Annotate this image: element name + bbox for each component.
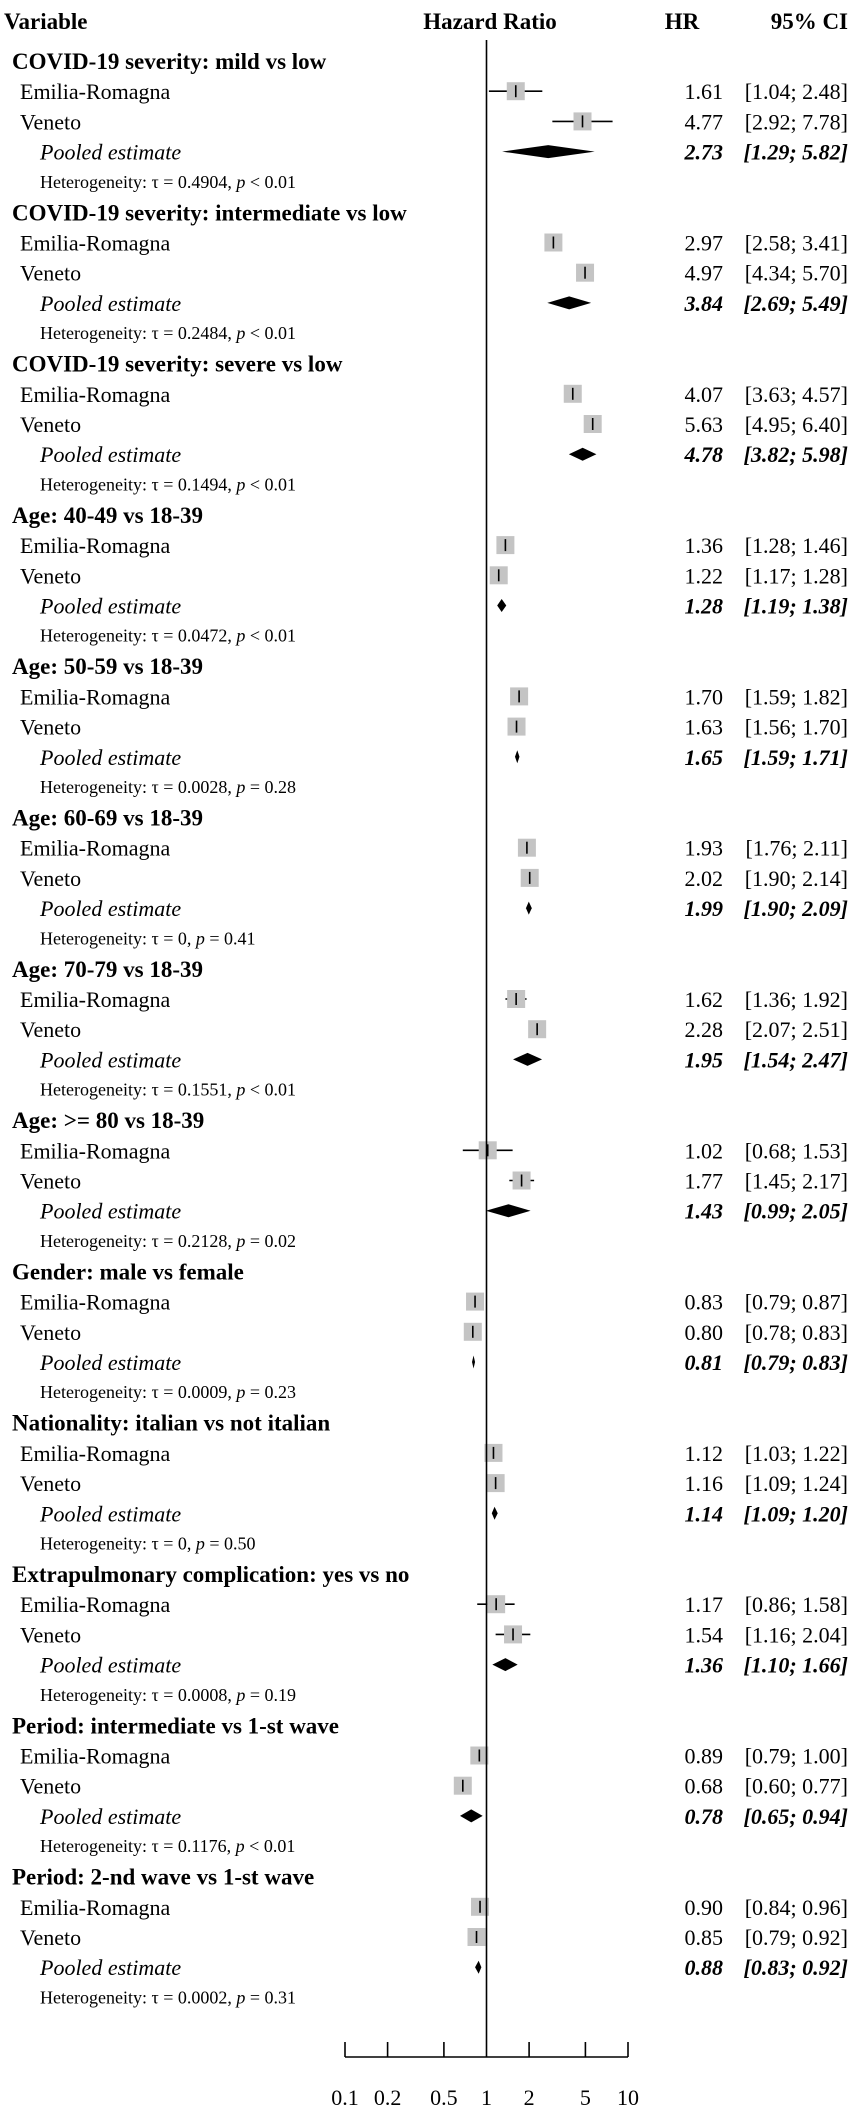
hr-value: 0.80: [684, 1319, 723, 1345]
pooled-ci-value: [1.59; 1.71]: [743, 744, 848, 770]
pooled-label: Pooled estimate: [40, 1350, 182, 1375]
ci-value: [1.04; 2.48]: [744, 79, 848, 105]
ci-value: [1.76; 2.11]: [745, 835, 848, 861]
ci-value: [1.28; 1.46]: [744, 533, 848, 559]
ci-value: [0.86; 1.58]: [744, 1592, 848, 1618]
pooled-diamond: [486, 1204, 531, 1217]
ci-value: [2.07; 2.51]: [744, 1017, 848, 1043]
ci-value: [1.16; 2.04]: [744, 1622, 848, 1648]
hr-value: 4.07: [684, 381, 723, 407]
group-title: Age: 70-79 vs 18-39: [12, 956, 203, 982]
hr-value: 0.83: [684, 1289, 723, 1315]
hr-value: 4.77: [684, 109, 723, 135]
study-label: Veneto: [20, 1017, 82, 1043]
pooled-diamond: [475, 1961, 481, 1974]
study-label: Veneto: [20, 865, 82, 891]
study-label: Emilia-Romagna: [20, 835, 171, 861]
pooled-diamond: [515, 750, 519, 763]
hr-value: 1.93: [684, 835, 723, 861]
x-tick-label: 0.1: [331, 2085, 359, 2110]
hr-value: 1.17: [684, 1592, 723, 1618]
ci-value: [4.34; 5.70]: [744, 260, 848, 286]
group-title: Age: 40-49 vs 18-39: [12, 502, 203, 528]
study-label: Emilia-Romagna: [20, 1592, 171, 1618]
ci-value: [3.63; 4.57]: [744, 381, 848, 407]
ci-value: [0.79; 0.87]: [744, 1289, 848, 1315]
pooled-diamond: [472, 1356, 475, 1369]
hr-value: 1.02: [684, 1138, 723, 1164]
ci-value: [0.68; 1.53]: [744, 1138, 848, 1164]
study-label: Veneto: [20, 563, 82, 589]
x-tick-label: 0.2: [373, 2085, 402, 2110]
study-label: Veneto: [20, 109, 82, 135]
study-label: Veneto: [20, 714, 82, 740]
hr-value: 0.68: [684, 1773, 723, 1799]
heterogeneity-text: Heterogeneity: τ = 0.2484, p < 0.01: [40, 323, 296, 344]
ci-value: [1.17; 1.28]: [744, 563, 848, 589]
pooled-label: Pooled estimate: [40, 744, 182, 770]
study-label: Emilia-Romagna: [20, 684, 171, 710]
pooled-hr-value: 1.95: [684, 1047, 723, 1073]
heterogeneity-text: Heterogeneity: τ = 0, p = 0.41: [40, 928, 256, 949]
hr-value: 0.85: [684, 1925, 723, 1950]
group-title: Extrapulmonary complication: yes vs no: [12, 1562, 410, 1587]
study-label: Emilia-Romagna: [20, 381, 171, 407]
pooled-label: Pooled estimate: [40, 139, 182, 165]
x-tick-label: 10: [617, 2085, 639, 2110]
study-label: Emilia-Romagna: [20, 987, 171, 1012]
pooled-diamond: [492, 1507, 498, 1520]
heterogeneity-text: Heterogeneity: τ = 0.2128, p = 0.02: [40, 1230, 296, 1251]
pooled-hr-value: 4.78: [684, 442, 723, 468]
pooled-ci-value: [1.54; 2.47]: [743, 1047, 848, 1073]
hr-value: 1.62: [684, 987, 723, 1012]
group-title: Age: 60-69 vs 18-39: [12, 805, 203, 831]
x-tick-label: 0.5: [430, 2085, 458, 2110]
pooled-hr-value: 0.78: [684, 1803, 723, 1829]
hr-value: 1.36: [684, 533, 723, 559]
pooled-ci-value: [2.69; 5.49]: [743, 290, 848, 316]
pooled-hr-value: 2.73: [684, 139, 723, 165]
pooled-ci-value: [3.82; 5.98]: [743, 442, 848, 468]
pooled-ci-value: [0.83; 0.92]: [743, 1955, 848, 1981]
pooled-label: Pooled estimate: [40, 290, 182, 316]
study-label: Emilia-Romagna: [20, 1138, 171, 1164]
hr-value: 0.89: [684, 1743, 723, 1769]
hr-value: 1.61: [684, 79, 723, 105]
pooled-diamond: [460, 1809, 483, 1822]
pooled-label: Pooled estimate: [40, 896, 182, 922]
pooled-hr-value: 1.43: [684, 1198, 723, 1224]
heterogeneity-text: Heterogeneity: τ = 0.0028, p = 0.28: [40, 777, 296, 797]
pooled-ci-value: [1.10; 1.66]: [743, 1652, 848, 1678]
study-label: Emilia-Romagna: [20, 79, 171, 105]
pooled-label: Pooled estimate: [40, 442, 182, 468]
pooled-label: Pooled estimate: [40, 1198, 182, 1224]
pooled-ci-value: [0.79; 0.83]: [743, 1350, 848, 1375]
pooled-ci-value: [1.90; 2.09]: [743, 896, 848, 922]
pooled-diamond: [526, 902, 532, 915]
ci-value: [0.84; 0.96]: [744, 1894, 848, 1920]
hr-value: 1.70: [684, 684, 723, 710]
pooled-hr-value: 1.99: [684, 896, 723, 922]
hr-value: 2.02: [684, 865, 723, 891]
pooled-diamond: [569, 448, 597, 461]
study-label: Emilia-Romagna: [20, 1894, 171, 1920]
heterogeneity-text: Heterogeneity: τ = 0.0008, p = 0.19: [40, 1684, 296, 1705]
heterogeneity-text: Heterogeneity: τ = 0.0472, p < 0.01: [40, 625, 296, 646]
ci-value: [1.59; 1.82]: [744, 684, 848, 710]
header-hr: HR: [664, 9, 700, 34]
ci-value: [0.78; 0.83]: [744, 1319, 848, 1345]
pooled-hr-value: 0.88: [684, 1955, 723, 1981]
pooled-hr-value: 1.36: [684, 1652, 723, 1678]
hr-value: 0.90: [684, 1894, 723, 1920]
group-title: Nationality: italian vs not italian: [12, 1410, 331, 1436]
heterogeneity-text: Heterogeneity: τ = 0.4904, p < 0.01: [40, 171, 296, 192]
study-label: Veneto: [20, 1622, 82, 1648]
study-label: Veneto: [20, 1773, 82, 1799]
pooled-ci-value: [0.99; 2.05]: [743, 1198, 848, 1224]
ci-value: [1.09; 1.24]: [744, 1471, 848, 1497]
pooled-diamond: [547, 296, 591, 309]
study-label: Veneto: [20, 1925, 82, 1950]
study-label: Emilia-Romagna: [20, 1440, 171, 1466]
pooled-diamond: [502, 145, 595, 158]
heterogeneity-text: Heterogeneity: τ = 0.0002, p = 0.31: [40, 1987, 296, 2008]
pooled-ci-value: [1.09; 1.20]: [743, 1501, 848, 1527]
pooled-label: Pooled estimate: [40, 1652, 182, 1678]
pooled-diamond: [513, 1053, 542, 1066]
ci-value: [1.90; 2.14]: [744, 865, 848, 891]
header-variable: Variable: [4, 9, 88, 34]
pooled-diamond: [492, 1658, 517, 1671]
hr-value: 1.22: [684, 563, 723, 589]
ci-value: [2.58; 3.41]: [744, 230, 848, 256]
pooled-label: Pooled estimate: [40, 1803, 182, 1829]
pooled-hr-value: 0.81: [684, 1350, 723, 1375]
group-title: Gender: male vs female: [12, 1259, 244, 1285]
hr-value: 1.77: [684, 1168, 723, 1194]
hr-value: 5.63: [684, 412, 723, 437]
heterogeneity-text: Heterogeneity: τ = 0.1494, p < 0.01: [40, 474, 296, 495]
study-label: Emilia-Romagna: [20, 1289, 171, 1315]
group-title: Age: >= 80 vs 18-39: [12, 1108, 205, 1134]
ci-value: [0.79; 1.00]: [744, 1743, 848, 1769]
heterogeneity-text: Heterogeneity: τ = 0, p = 0.50: [40, 1533, 256, 1554]
hr-value: 2.97: [684, 230, 723, 256]
group-title: Period: intermediate vs 1-st wave: [12, 1713, 340, 1739]
hr-value: 4.97: [684, 260, 723, 286]
pooled-label: Pooled estimate: [40, 593, 182, 619]
pooled-label: Pooled estimate: [40, 1501, 182, 1527]
header-hazard-ratio: Hazard Ratio: [423, 9, 557, 34]
study-label: Veneto: [20, 1319, 82, 1345]
hr-value: 1.63: [684, 714, 723, 740]
ci-value: [0.60; 0.77]: [744, 1773, 848, 1799]
heterogeneity-text: Heterogeneity: τ = 0.1551, p < 0.01: [40, 1079, 296, 1100]
study-label: Emilia-Romagna: [20, 533, 171, 559]
x-tick-label: 5: [579, 2085, 591, 2110]
study-label: Veneto: [20, 260, 82, 286]
hr-value: 1.54: [684, 1622, 723, 1648]
study-label: Veneto: [20, 1471, 82, 1497]
study-label: Veneto: [20, 412, 82, 437]
x-tick-label: 2: [523, 2085, 535, 2110]
study-label: Veneto: [20, 1168, 82, 1194]
ci-value: [4.95; 6.40]: [744, 412, 848, 437]
group-title: COVID-19 severity: intermediate vs low: [12, 200, 407, 226]
pooled-label: Pooled estimate: [40, 1955, 182, 1981]
pooled-ci-value: [1.19; 1.38]: [743, 593, 848, 619]
group-title: COVID-19 severity: mild vs low: [12, 49, 327, 74]
heterogeneity-text: Heterogeneity: τ = 0.0009, p = 0.23: [40, 1382, 296, 1403]
heterogeneity-text: Heterogeneity: τ = 0.1176, p < 0.01: [40, 1836, 296, 1857]
study-label: Emilia-Romagna: [20, 230, 171, 256]
pooled-ci-value: [1.29; 5.82]: [743, 139, 848, 165]
group-title: Period: 2-nd wave vs 1-st wave: [12, 1864, 315, 1890]
ci-value: [1.36; 1.92]: [744, 987, 848, 1012]
ci-value: [2.92; 7.78]: [744, 109, 848, 135]
hr-value: 1.12: [684, 1440, 723, 1466]
ci-value: [1.45; 2.17]: [744, 1168, 848, 1194]
group-title: COVID-19 severity: severe vs low: [12, 351, 343, 377]
hr-value: 1.16: [684, 1471, 723, 1497]
ci-value: [0.79; 0.92]: [744, 1925, 848, 1950]
study-label: Emilia-Romagna: [20, 1743, 171, 1769]
ci-value: [1.03; 1.22]: [744, 1440, 848, 1466]
pooled-hr-value: 1.65: [684, 744, 723, 770]
pooled-ci-value: [0.65; 0.94]: [743, 1803, 848, 1829]
pooled-hr-value: 1.28: [684, 593, 723, 619]
header-ci: 95% CI: [770, 9, 848, 34]
pooled-diamond: [497, 599, 506, 612]
pooled-hr-value: 3.84: [684, 290, 723, 316]
ci-value: [1.56; 1.70]: [744, 714, 848, 740]
group-title: Age: 50-59 vs 18-39: [12, 654, 203, 680]
hr-value: 2.28: [684, 1017, 723, 1043]
pooled-label: Pooled estimate: [40, 1047, 182, 1073]
pooled-hr-value: 1.14: [684, 1501, 723, 1527]
x-tick-label: 1: [481, 2085, 492, 2110]
